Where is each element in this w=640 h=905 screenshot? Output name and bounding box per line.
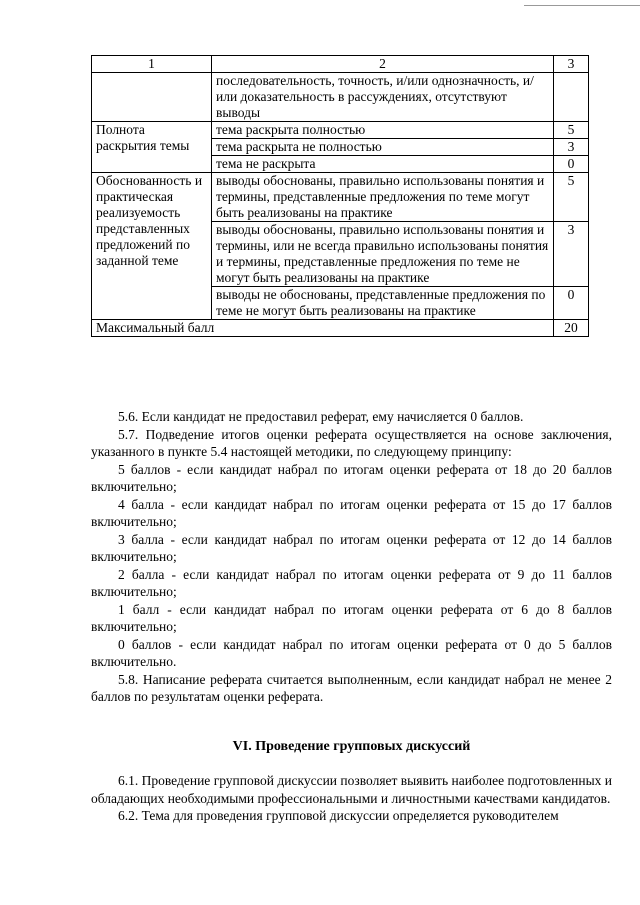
max-score-row [92, 320, 589, 337]
column-header: 1 [92, 56, 212, 73]
paragraph-5-6: 5.6. Если кандидат не предоставил реферат, ему начисляется 0 баллов. [118, 409, 524, 424]
score-cell: 5 [554, 173, 589, 222]
paragraph-6-2: 6.2. Тема для проведения групповой дискуссии определяется руководителем [118, 808, 559, 823]
scoring-rule-0: 0 баллов - если кандидат набрал по итогам оценки реферата от 0 до 5 баллов включительно. [91, 636, 612, 669]
score-cell-empty [554, 73, 589, 122]
description-cell: тема раскрыта полностью [212, 122, 554, 139]
table-row [92, 173, 589, 222]
max-score-label: Максимальный балл [92, 320, 554, 337]
score-cell: 0 [554, 287, 589, 320]
scoring-rule-1: 1 балл - если кандидат набрал по итогам оценки реферата от 6 до 8 баллов включительно; [91, 601, 612, 634]
score-cell: 5 [554, 122, 589, 139]
section-title: VI. Проведение групповых дискуссий [232, 739, 471, 754]
description-cell: тема раскрыта не полностью [212, 139, 554, 156]
top-rule [524, 5, 640, 6]
body-text [91, 408, 612, 706]
assessment-criteria-table [91, 55, 589, 337]
description-cell: последовательность, точность, и/или однозначность, и/или доказательность в рассуждениях, отсутствуют выводы [212, 73, 554, 122]
score-cell: 3 [554, 222, 589, 287]
score-cell: 3 [554, 139, 589, 156]
paragraph-5-8: 5.8. Написание реферата считается выполненным, если кандидат набрал не менее 2 баллов по результатам оценки реферата. [91, 671, 612, 704]
description-cell: выводы обоснованы, правильно использованы понятия и термины, или не всегда правильно использованы понятия и термины, представленные предложения по теме не могут быть реализованы на практике [212, 222, 554, 287]
column-header: 3 [554, 56, 589, 73]
description-cell: выводы не обоснованы, представленные предложения по теме не могут быть реализованы на практике [212, 287, 554, 320]
paragraph-6-1: 6.1. Проведение групповой дискуссии позволяет выявить наиболее подготовленных и обладающих необходимыми профессиональными и личностными качествами кандидатов. [91, 773, 612, 806]
table-header-row [92, 56, 589, 73]
section-six-text [91, 772, 612, 825]
max-score-value: 20 [554, 320, 589, 337]
criterion-cell: Полнота раскрытия темы [92, 122, 212, 173]
criterion-cell-empty [92, 73, 212, 122]
score-cell: 0 [554, 156, 589, 173]
paragraph-5-7: 5.7. Подведение итогов оценки реферата осуществляется на основе заключения, указанного в пункте 5.4 настоящей методики, по следующему принципу: [91, 426, 612, 459]
column-header: 2 [212, 56, 554, 73]
table-row [92, 73, 589, 122]
description-cell: тема не раскрыта [212, 156, 554, 173]
scoring-rule-4: 4 балла - если кандидат набрал по итогам оценки реферата от 15 до 17 баллов включительно; [91, 496, 612, 529]
description-cell: выводы обоснованы, правильно использованы понятия и термины, представленные предложения по теме могут быть реализованы на практике [212, 173, 554, 222]
scoring-rule-5: 5 баллов - если кандидат набрал по итогам оценки реферата от 18 до 20 баллов включительно; [91, 461, 612, 494]
scoring-rule-2: 2 балла - если кандидат набрал по итогам оценки реферата от 9 до 11 баллов включительно; [91, 566, 612, 599]
criterion-cell: Обоснованность и практическая реализуемость представленных предложений по заданной теме [92, 173, 212, 320]
scoring-rule-3: 3 балла - если кандидат набрал по итогам оценки реферата от 12 до 14 баллов включительно; [91, 531, 612, 564]
table-row [92, 122, 589, 139]
